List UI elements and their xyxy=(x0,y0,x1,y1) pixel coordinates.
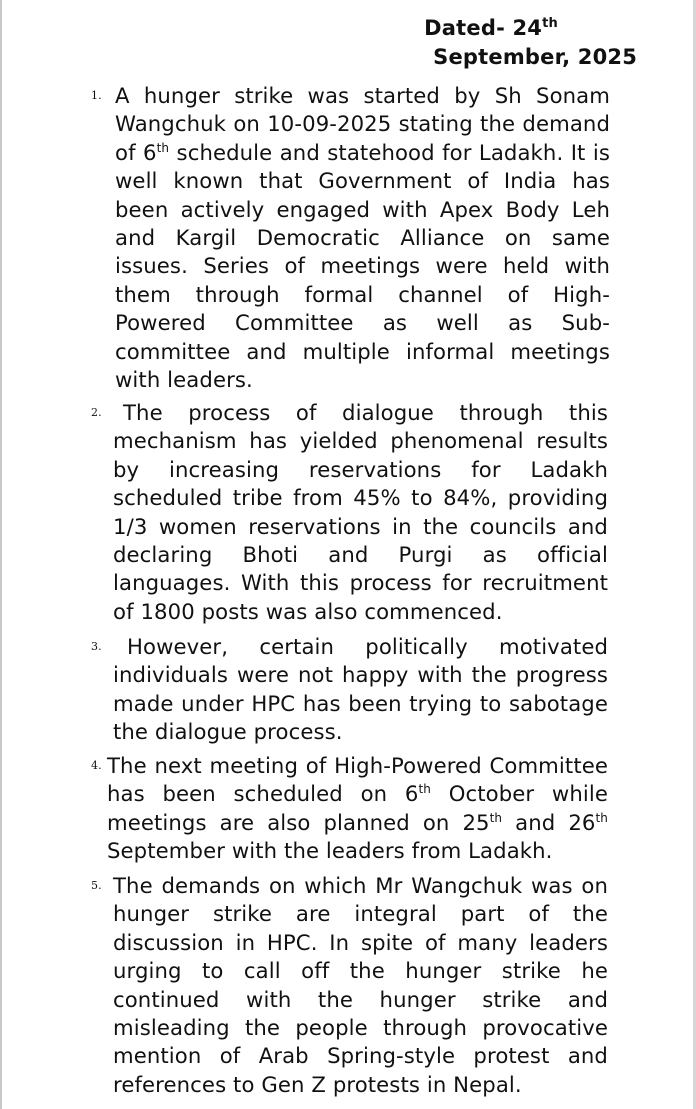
paragraph-number: 5. xyxy=(91,879,102,892)
paragraph-text: A hunger strike was started by Sh Sonam Wangchuk on 10-09-2025 stating the demand of 6 xyxy=(115,83,610,165)
paragraph-number: 4. xyxy=(91,759,102,772)
paragraph-text: However, certain politically motivated individuals were not happy with the progress made under HPC has been trying to sabotage the dialogue process. xyxy=(113,634,608,745)
superscript: th xyxy=(595,810,608,825)
month-year: September, 2025 xyxy=(433,45,637,69)
page-left-edge xyxy=(0,0,2,1109)
paragraph-text-cont: September with the leaders from Ladakh. xyxy=(107,838,553,864)
paragraph-text: The process of dialogue through this mechanism has yielded phenomenal results by increasing reservations for Ladakh scheduled tribe from 45% to 84%, providing 1/3 women reservations in the councils and declaring Bhoti and Purgi as official languages. With this process for recruitment of 1800 posts was also commenced. xyxy=(113,400,608,624)
paragraph-5 xyxy=(91,872,608,1099)
paragraph-number: 3. xyxy=(91,640,102,653)
paragraph-3 xyxy=(91,633,608,747)
superscript: th xyxy=(489,810,503,825)
paragraph-4 xyxy=(91,752,608,866)
paragraph-text-cont: schedule and statehood for Ladakh. It is well known that Government of India has been actively engaged with Apex Body Leh and Kargil Democratic Alliance on same issues. Series of meetings were held with them through formal channel of High-Powered Committee as well as Sub-committee and multiple informal meetings with leaders. xyxy=(115,139,610,393)
dated-prefix: Dated- 24 xyxy=(424,16,543,40)
date-header xyxy=(424,14,637,72)
paragraph-text: The demands on which Mr Wangchuk was on hunger strike are integral part of the discussion in HPC. In spite of many leaders urging to call off the hunger strike he continued with the hunger strike and misleading the people through provocative mention of Arab Spring-style protest and references to Gen Z protests in Nepal. xyxy=(113,873,608,1097)
paragraph-text-cont: October while meetings are also planned on 25 xyxy=(107,781,608,835)
paragraph-number: 1. xyxy=(91,89,102,102)
paragraph-text-cont: and 26 xyxy=(502,809,596,835)
superscript: th xyxy=(418,782,431,797)
paragraph-number: 2. xyxy=(91,406,102,419)
superscript: th xyxy=(156,140,170,155)
paragraph-text: The next meeting of High-Powered Committee has been scheduled on 6 xyxy=(107,753,608,807)
paragraph-1 xyxy=(91,82,610,394)
dated-suffix: th xyxy=(542,16,558,31)
dated-line xyxy=(424,14,558,43)
paragraph-2 xyxy=(91,399,608,626)
